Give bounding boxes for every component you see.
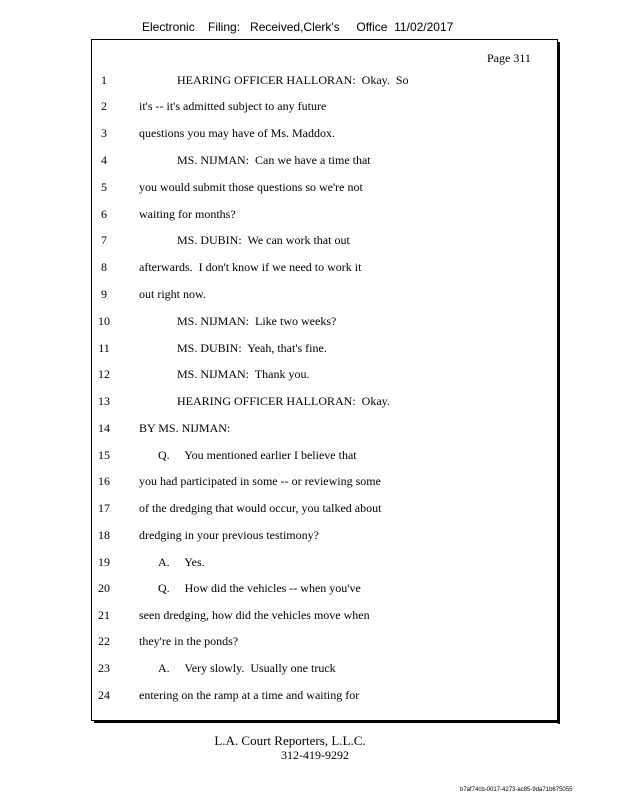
line-text: BY MS. NIJMAN: [139, 421, 231, 435]
line-text: HEARING OFFICER HALLORAN: Okay. [177, 394, 390, 408]
line-text: MS. NIJMAN: Like two weeks? [177, 314, 337, 328]
line-number: 13 [98, 394, 110, 408]
line-text: Q. How did the vehicles -- when you've [158, 581, 361, 595]
line-number: 14 [98, 421, 110, 435]
line-number: 24 [98, 688, 110, 702]
line-text: Q. You mentioned earlier I believe that [158, 448, 357, 462]
line-text: seen dredging, how did the vehicles move when [139, 608, 370, 622]
line-number: 18 [98, 528, 110, 542]
line-number: 1 [101, 73, 107, 87]
page-number: Page 311 [487, 51, 531, 65]
document-hash: b7af74cb-0017-4273-ac85-9da71b675055 [460, 787, 573, 793]
transcript-line [0, 180, 558, 196]
line-number: 9 [101, 287, 107, 301]
line-text: afterwards. I don't know if we need to work it [139, 260, 362, 274]
line-text: MS. NIJMAN: Thank you. [177, 367, 310, 381]
line-number: 17 [98, 501, 110, 515]
transcript-line [0, 661, 558, 677]
transcript-line [0, 608, 558, 624]
line-text: MS. DUBIN: Yeah, that's fine. [177, 341, 327, 355]
transcript-line [0, 421, 558, 437]
transcript-line [0, 153, 558, 169]
line-text: of the dredging that would occur, you talked about [139, 501, 382, 515]
line-number: 22 [98, 634, 110, 648]
line-text: they're in the ponds? [139, 634, 239, 648]
line-number: 7 [101, 233, 107, 247]
line-number: 15 [98, 448, 110, 462]
line-text: A. Very slowly. Usually one truck [158, 661, 336, 675]
reporter-company: L.A. Court Reporters, L.L.C. [214, 733, 366, 748]
line-text: entering on the ramp at a time and waiting for [139, 688, 360, 702]
transcript-line [0, 688, 558, 704]
transcript-line [0, 528, 558, 544]
line-text: questions you may have of Ms. Maddox. [139, 126, 335, 140]
frame-shadow-bottom [94, 721, 560, 723]
line-text: you had participated in some -- or reviewing some [139, 474, 381, 488]
line-number: 11 [98, 341, 110, 355]
transcript-line [0, 367, 558, 383]
transcript-line [0, 314, 558, 330]
transcript-line [0, 448, 558, 464]
line-text: A. Yes. [158, 555, 205, 569]
line-number: 12 [98, 367, 110, 381]
line-text: waiting for months? [139, 207, 236, 221]
line-number: 16 [98, 474, 110, 488]
line-text: MS. DUBIN: We can work that out [177, 233, 350, 247]
line-number: 4 [101, 153, 107, 167]
line-number: 20 [98, 581, 110, 595]
transcript-line [0, 126, 558, 142]
transcript-line [0, 260, 558, 276]
transcript-line [0, 394, 558, 410]
transcript-line [0, 287, 558, 303]
line-text: it's -- it's admitted subject to any future [139, 99, 327, 113]
line-number: 6 [101, 207, 107, 221]
line-text: out right now. [139, 287, 206, 301]
frame-shadow-right [558, 42, 560, 724]
transcript-line [0, 555, 558, 571]
line-number: 8 [101, 260, 107, 274]
reporter-phone: 312-419-9292 [281, 748, 349, 762]
filing-stamp: Electronic Filing: Received,Clerk's Office 11/02/2017 [142, 20, 454, 34]
transcript-line [0, 73, 558, 89]
transcript-line [0, 581, 558, 597]
line-number: 3 [101, 126, 107, 140]
line-text: MS. NIJMAN: Can we have a time that [177, 153, 371, 167]
transcript-line [0, 501, 558, 517]
transcript-line [0, 474, 558, 490]
transcript-line [0, 341, 558, 357]
line-text: dredging in your previous testimony? [139, 528, 319, 542]
transcript-line [0, 634, 558, 650]
line-number: 2 [101, 99, 107, 113]
line-number: 10 [98, 314, 110, 328]
line-number: 21 [98, 608, 110, 622]
transcript-line [0, 99, 558, 115]
line-text: you would submit those questions so we're not [139, 180, 363, 194]
transcript-line [0, 207, 558, 223]
line-number: 23 [98, 661, 110, 675]
line-number: 5 [101, 180, 107, 194]
line-text: HEARING OFFICER HALLORAN: Okay. So [177, 73, 409, 87]
line-number: 19 [98, 555, 110, 569]
transcript-line [0, 233, 558, 249]
